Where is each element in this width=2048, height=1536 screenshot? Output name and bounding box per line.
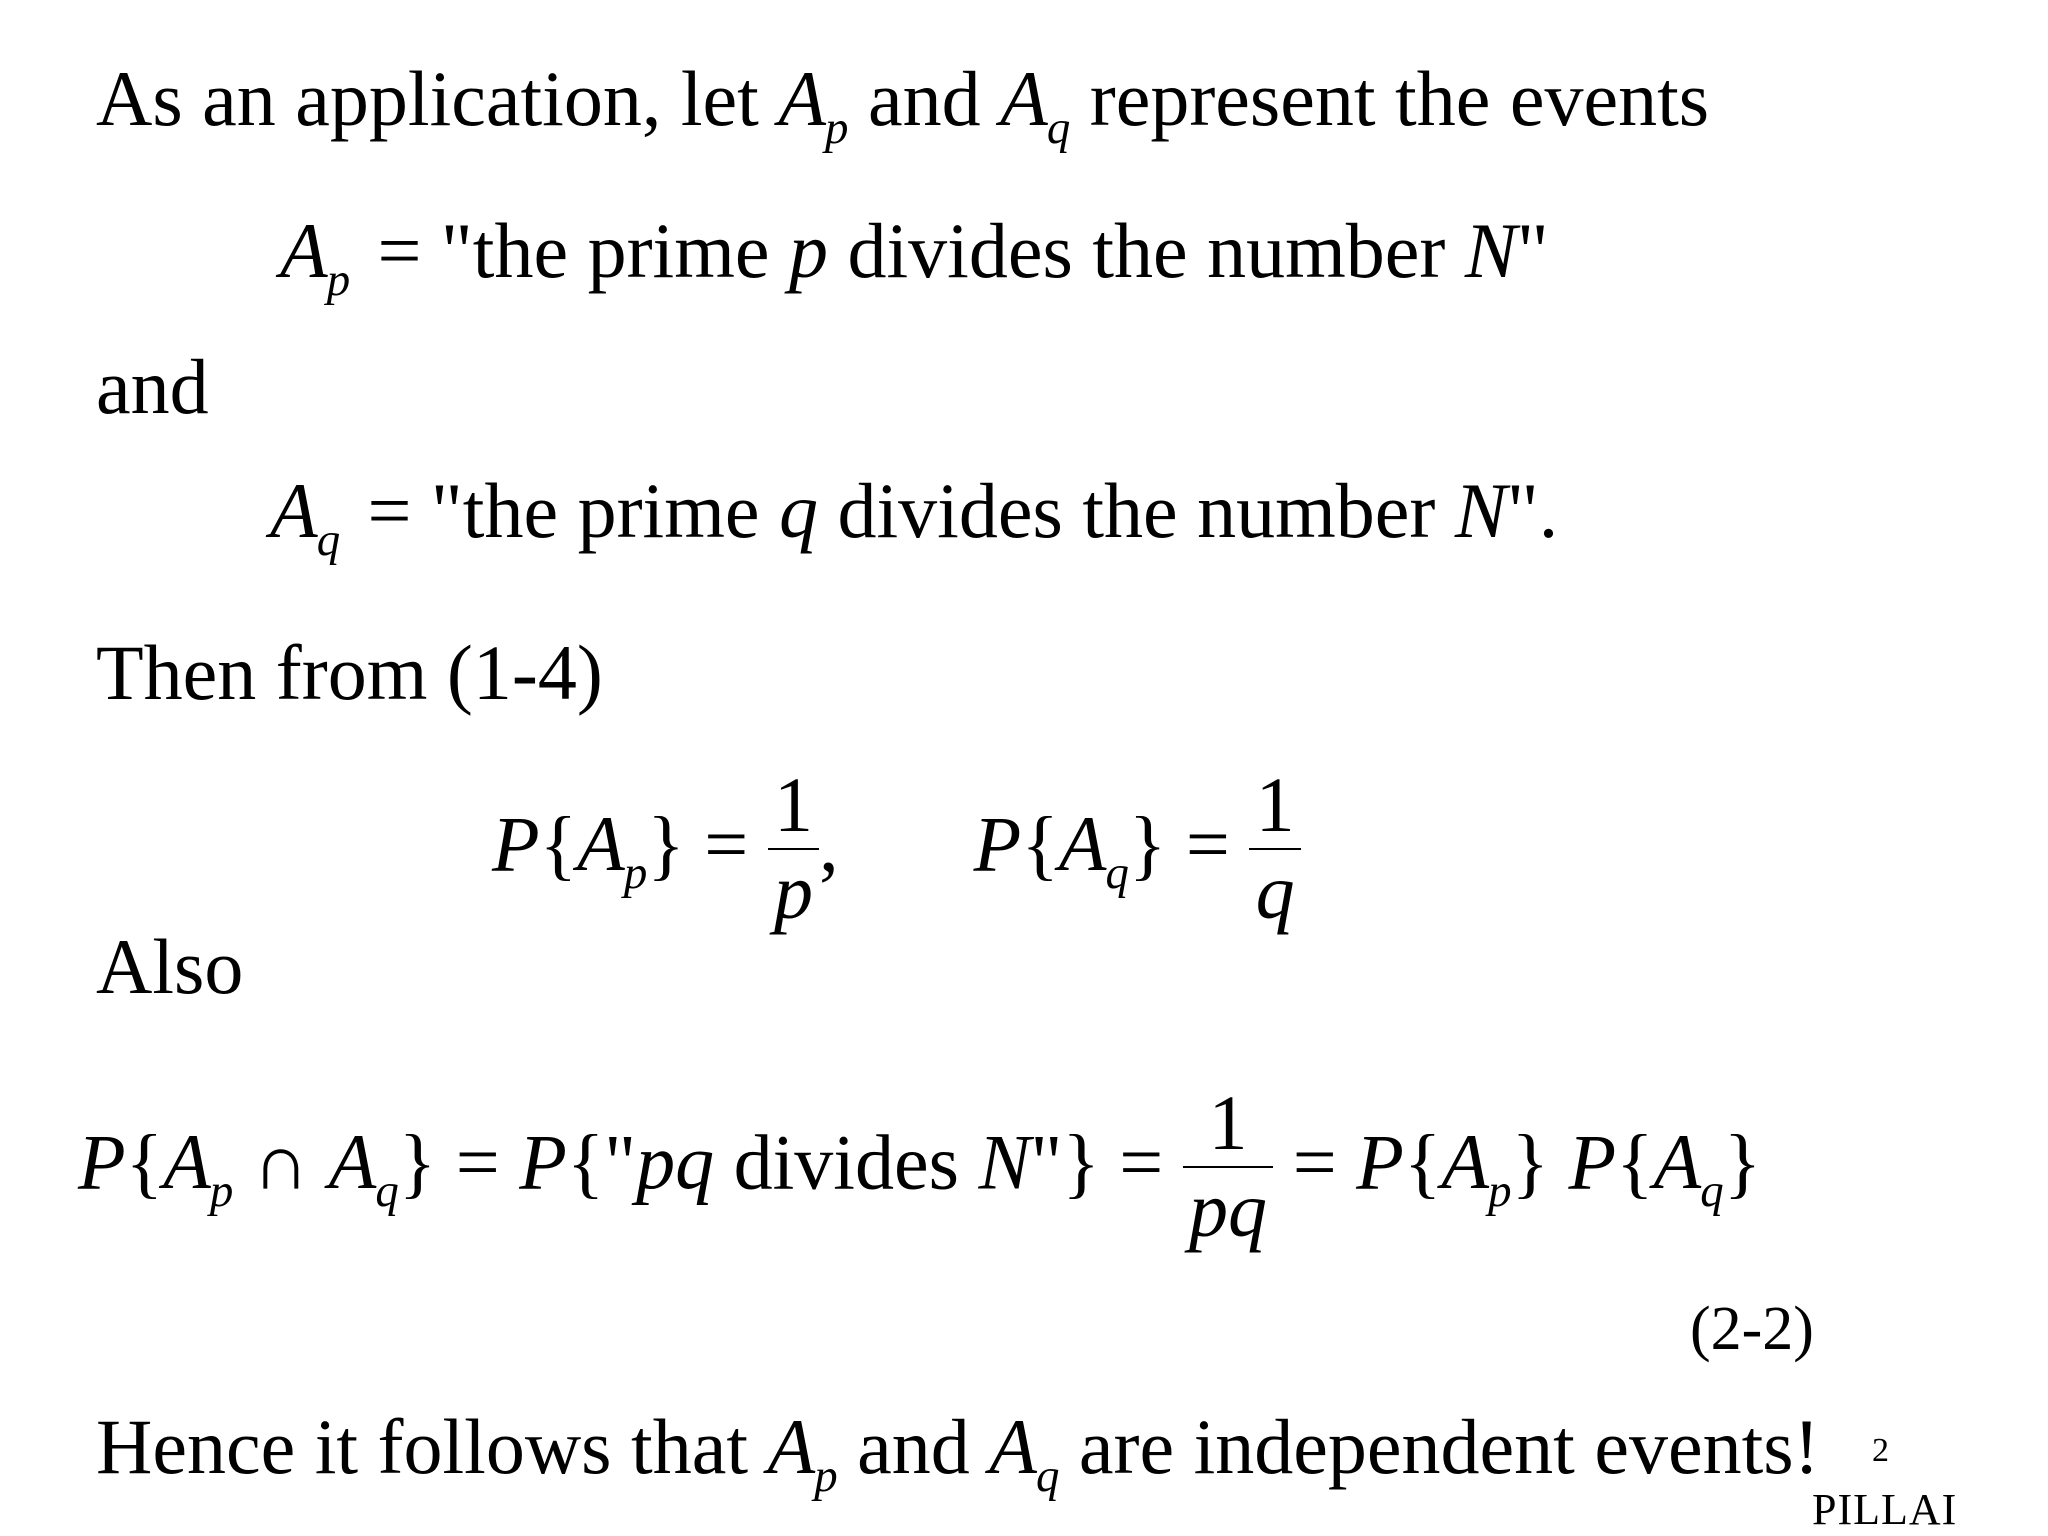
main-p2: P <box>519 1118 567 1206</box>
prob-p-rbrace: } <box>647 800 685 888</box>
main-p3: P <box>1356 1118 1404 1206</box>
main-a-q-2: $A_q$ <box>1653 1118 1724 1218</box>
def-q-text2: divides the number <box>818 467 1455 554</box>
main-a-p-2: $A_p$ <box>1441 1118 1512 1218</box>
prob-q-rbrace: } <box>1128 800 1167 888</box>
definition-a-q <box>270 467 1559 566</box>
def-q-symbol: $A_q$ <box>270 467 341 566</box>
def-q-var: q <box>779 467 819 554</box>
def-p-text1: the prime <box>472 207 790 294</box>
also-line: Also <box>96 923 244 1010</box>
main-rbrace1: } <box>398 1118 437 1206</box>
main-rbrace4: } <box>1723 1118 1762 1206</box>
def-p-equals-quote: = " <box>377 207 473 294</box>
conclusion-a-q: $A_q$ <box>989 1403 1060 1502</box>
conclusion-and: and <box>837 1403 990 1490</box>
main-n: N <box>978 1118 1031 1206</box>
prob-q-equals: = <box>1185 800 1230 888</box>
fraction-one-over-p: $\frac{1}{p}$ <box>768 764 819 933</box>
main-equals2: = <box>1119 1118 1164 1206</box>
main-lbrace1: { <box>125 1118 164 1206</box>
main-a-p: $A_p$ <box>163 1118 234 1218</box>
prob-q-label: P <box>973 800 1022 888</box>
def-p-symbol: $A_p$ <box>280 207 351 306</box>
definition-a-p <box>280 207 1549 306</box>
main-p1: P <box>78 1118 126 1206</box>
main-pq: pq <box>636 1118 715 1206</box>
intro-and: and <box>848 55 1001 142</box>
def-q-text1: the prime <box>462 467 780 554</box>
prob-p-lbrace: { <box>539 800 578 888</box>
then-line: Then from (1-4) <box>96 629 603 716</box>
equation-number: (2-2) <box>1690 1295 1814 1363</box>
main-equals1: = <box>455 1118 500 1206</box>
def-p-text2: divides the number <box>828 207 1465 294</box>
prob-q-lbrace: { <box>1021 800 1059 888</box>
intersection-symbol: ∩ <box>252 1118 310 1206</box>
intro-text-end: represent the events <box>1070 55 1710 142</box>
main-open-quote: {" <box>566 1118 637 1206</box>
fraction-one-over-pq: $\frac{1}{pq}$ <box>1183 1082 1273 1251</box>
probability-equations <box>492 761 1301 937</box>
def-p-n: N <box>1464 207 1517 294</box>
def-q-close: ". <box>1506 467 1559 554</box>
conclusion-sentence <box>96 1403 1820 1502</box>
prob-p-event: $A_p$ <box>577 800 648 900</box>
main-lbrace3: { <box>1403 1118 1442 1206</box>
prob-q-event: $A_q$ <box>1058 800 1129 900</box>
main-equation <box>78 1079 1762 1255</box>
prob-p-equals: = <box>704 800 749 888</box>
def-q-equals-quote: = " <box>367 467 463 554</box>
def-p-var: p <box>789 207 829 294</box>
main-rbrace3: } <box>1511 1118 1549 1206</box>
event-a-q-symbol: $A_q$ <box>1000 55 1071 154</box>
main-a-q: $A_q$ <box>328 1118 399 1218</box>
main-close-quote: "} <box>1030 1118 1100 1206</box>
def-p-close: " <box>1516 207 1549 294</box>
prob-comma: , <box>819 800 839 888</box>
intro-text-start: As an application, let <box>96 55 779 142</box>
fraction-one-over-q: $\frac{1}{q}$ <box>1249 764 1300 933</box>
conclusion-a-p: $A_p$ <box>767 1403 838 1502</box>
page-number: 2 <box>1872 1432 1889 1469</box>
def-q-n: N <box>1454 467 1507 554</box>
main-lbrace4: { <box>1616 1118 1654 1206</box>
author-label: PILLAI <box>1812 1485 1958 1534</box>
main-divides: divides <box>714 1118 979 1206</box>
conclusion-text-end: are independent events! <box>1059 1403 1820 1490</box>
and-line: and <box>96 343 209 430</box>
intro-sentence <box>96 55 1710 154</box>
prob-p-label: P <box>492 800 540 888</box>
main-equals3: = <box>1292 1118 1337 1206</box>
main-p4: P <box>1568 1118 1617 1206</box>
conclusion-text-start: Hence it follows that <box>96 1403 768 1490</box>
event-a-p-symbol: $A_p$ <box>778 55 849 154</box>
